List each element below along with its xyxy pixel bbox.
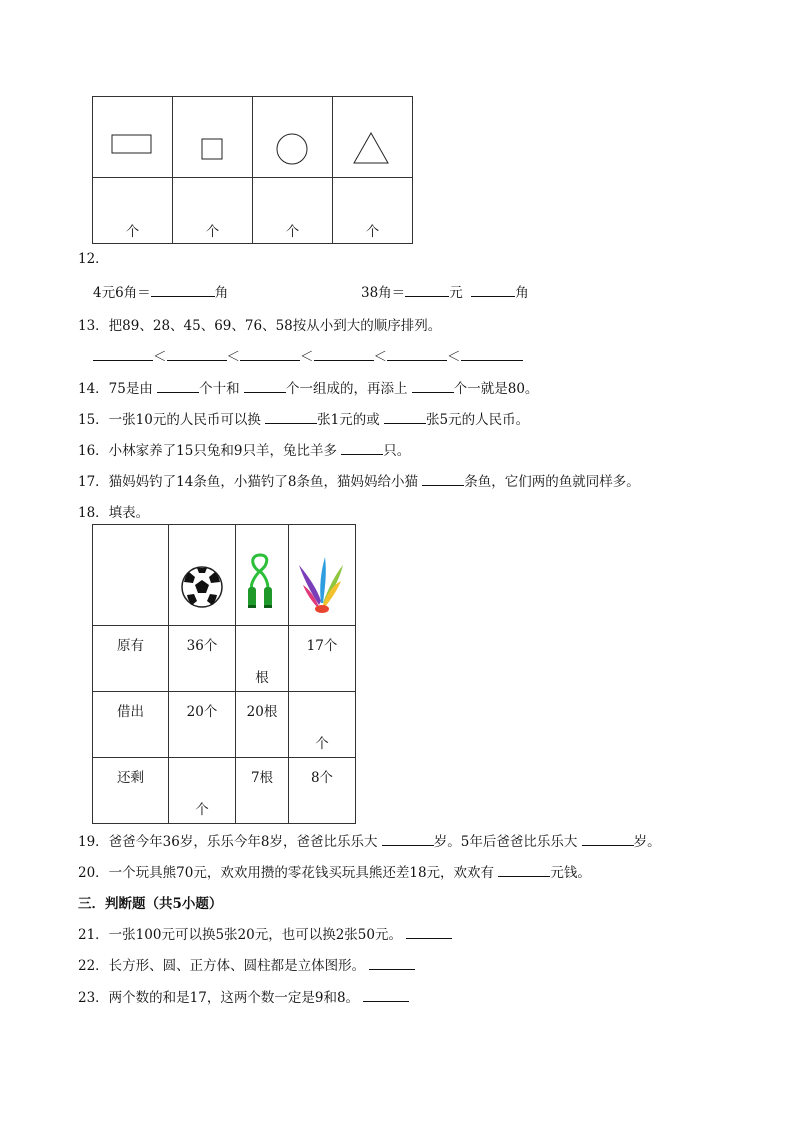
answer-blank[interactable] xyxy=(244,379,286,393)
triangle-icon xyxy=(333,97,412,173)
shape-cell-circle xyxy=(253,97,333,178)
answer-blank[interactable] xyxy=(341,441,383,455)
question-18-title: 18．填表。 xyxy=(78,505,150,521)
question-14: 14．75是由 个十和 个一组成的，再添上 个一就是80。 xyxy=(78,381,539,397)
table-cell: 36个 xyxy=(169,626,236,692)
section-title-judgement: 三．判断题（共5小题） xyxy=(78,896,223,912)
answer-blank[interactable] xyxy=(240,347,300,361)
shape-count-cell[interactable] xyxy=(93,178,173,244)
fill-in-table xyxy=(92,524,356,824)
rectangle-icon xyxy=(93,97,172,173)
answer-blank[interactable] xyxy=(405,283,449,297)
table-cell: 20根 xyxy=(236,692,289,758)
unit-label: 个 xyxy=(285,224,300,240)
header-shuttlecock xyxy=(289,525,356,626)
answer-blank[interactable] xyxy=(498,863,550,877)
table-cell: 20个 xyxy=(169,692,236,758)
shape-count-cell[interactable] xyxy=(333,178,413,244)
answer-blank[interactable] xyxy=(167,347,227,361)
table-row-original xyxy=(93,626,356,692)
table-cell: 8个 xyxy=(289,758,356,824)
question-20: 20．一个玩具熊70元，欢欢用攒的零花钱买玩具熊还差18元，欢欢有 元钱。 xyxy=(78,865,591,881)
answer-blank[interactable] xyxy=(93,347,153,361)
question-17: 17．猫妈妈钓了14条鱼，小猫钓了8条鱼，猫妈妈给小猫 条鱼，它们两的鱼就同样多。 xyxy=(78,474,640,490)
answer-blank[interactable] xyxy=(412,379,454,393)
question-13: 13．把89、28、45、69、76、58按从小到大的顺序排列。 xyxy=(78,318,442,334)
answer-blank[interactable] xyxy=(157,379,199,393)
row-label: 借出 xyxy=(93,692,169,758)
question-12-left: 4元6角＝ 角 xyxy=(93,285,229,301)
table-cell: 17个 xyxy=(289,626,356,692)
question-21: 21．一张100元可以换5张20元，也可以换2张50元。 xyxy=(78,923,452,943)
unit-label: 个 xyxy=(365,224,380,240)
answer-blank[interactable] xyxy=(471,283,515,297)
question-22: 22．长方形、圆、正方体、圆柱都是立体图形。 xyxy=(78,954,415,974)
football-icon xyxy=(169,525,235,621)
question-16: 16．小林家养了15只兔和9只羊，兔比羊多 只。 xyxy=(78,443,411,459)
answer-blank[interactable] xyxy=(369,956,415,970)
row-label: 还剩 xyxy=(93,758,169,824)
answer-blank[interactable] xyxy=(151,283,215,297)
row-label: 原有 xyxy=(93,626,169,692)
shape-cell-square xyxy=(173,97,253,178)
table-cell: 7根 xyxy=(236,758,289,824)
answer-blank[interactable] xyxy=(314,347,374,361)
header-football xyxy=(169,525,236,626)
question-19: 19．爸爸今年36岁，乐乐今年8岁，爸爸比乐乐大 岁。5年后爸爸比乐乐大 岁。 xyxy=(78,834,661,850)
answer-blank[interactable] xyxy=(406,925,452,939)
question-13-order-line: ＜ ＜ ＜ ＜ ＜ xyxy=(93,345,523,365)
shape-cell-rectangle xyxy=(93,97,173,178)
table-row-lent xyxy=(93,692,356,758)
unit-label: 个 xyxy=(125,224,140,240)
shape-cell-triangle xyxy=(333,97,413,178)
square-icon xyxy=(173,97,252,173)
table-row-remaining xyxy=(93,758,356,824)
question-23: 23．两个数的和是17，这两个数一定是9和8。 xyxy=(78,986,409,1006)
unit-label: 个 xyxy=(205,224,220,240)
table-cell-blank[interactable]: 根 xyxy=(236,626,289,692)
answer-blank[interactable] xyxy=(384,410,426,424)
shuttlecock-icon xyxy=(289,525,355,621)
shape-count-cell[interactable] xyxy=(253,178,333,244)
circle-icon xyxy=(253,97,332,173)
table-cell-blank[interactable]: 个 xyxy=(289,692,356,758)
header-empty-cell xyxy=(93,525,169,626)
answer-blank[interactable] xyxy=(382,832,434,846)
shape-count-table xyxy=(92,96,413,244)
question-15: 15．一张10元的人民币可以换 张1元的或 张5元的人民币。 xyxy=(78,412,530,428)
question-12-right: 38角＝ 元 角 xyxy=(361,285,529,301)
answer-blank[interactable] xyxy=(422,472,464,486)
header-jump-rope xyxy=(236,525,289,626)
answer-blank[interactable] xyxy=(582,832,634,846)
jump-rope-icon xyxy=(236,525,288,621)
shape-count-cell[interactable] xyxy=(173,178,253,244)
answer-blank[interactable] xyxy=(363,988,409,1002)
question-12-number: 12． xyxy=(78,251,109,267)
answer-blank[interactable] xyxy=(461,347,523,361)
answer-blank[interactable] xyxy=(265,410,317,424)
answer-blank[interactable] xyxy=(387,347,447,361)
table-cell-blank[interactable]: 个 xyxy=(169,758,236,824)
